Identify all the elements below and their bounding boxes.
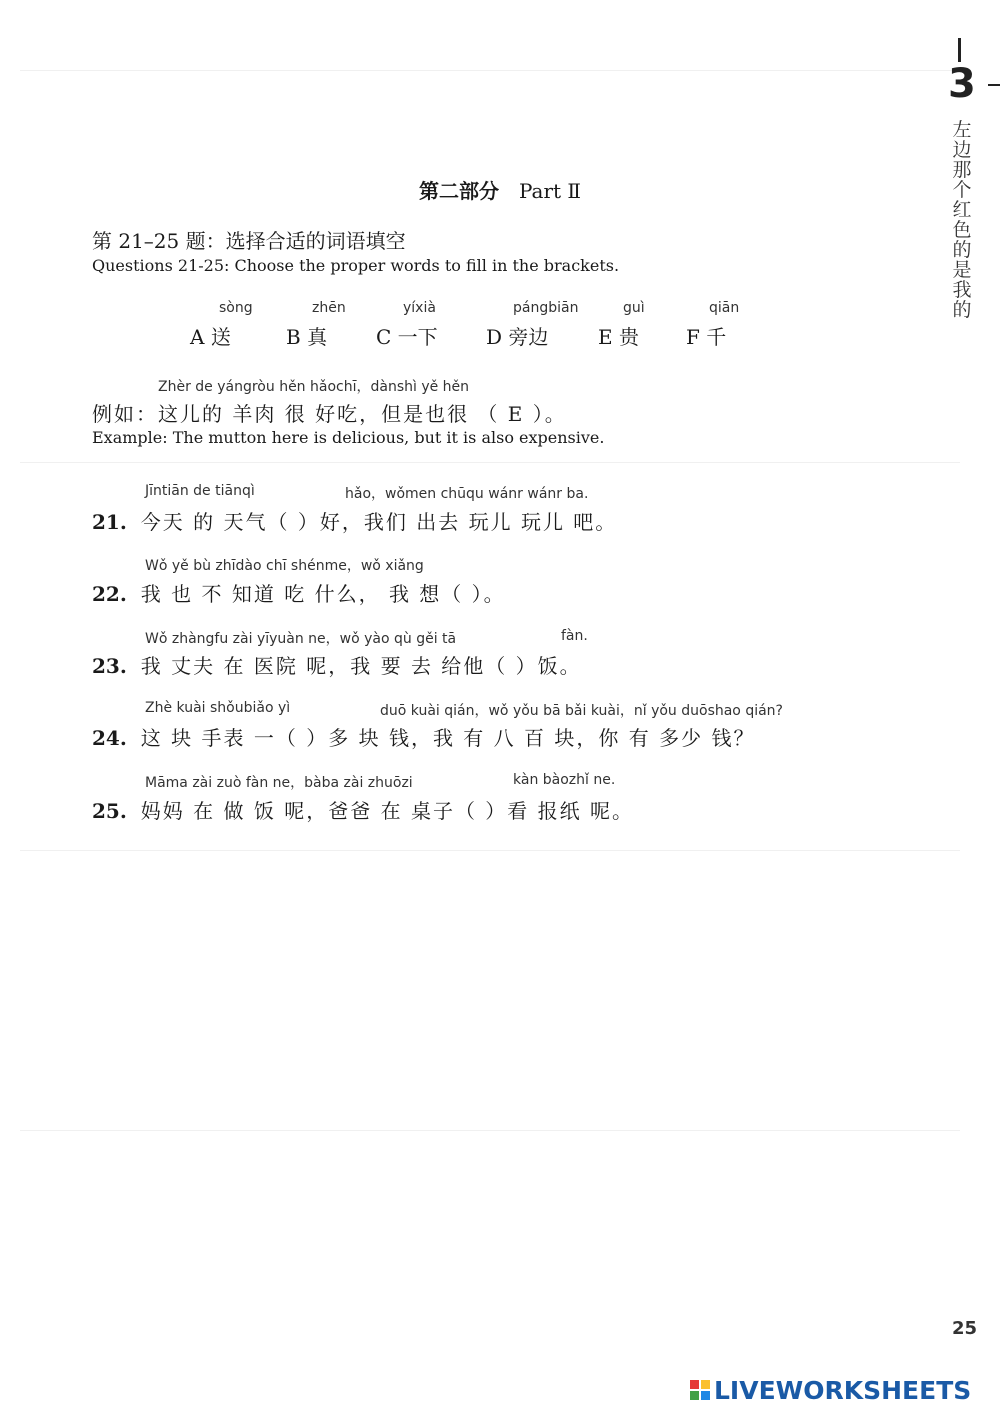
question-text: 我 丈夫 在 医院 呢，我 要 去 给他（ ）饭。: [140, 654, 582, 678]
question-pinyin: Zhè kuài shǒubiǎo yì: [145, 700, 291, 716]
option-e: [598, 321, 639, 350]
instruction-en: Questions 21-25: Choose the proper words to fill in the brackets.: [92, 256, 620, 275]
option-pinyin: guì: [623, 300, 645, 316]
question-pinyin: Jīntiān de tiānqì: [145, 483, 255, 499]
side-tab-rule: [958, 38, 961, 62]
question-text: 今天 的 天气（ ）好，我们 出去 玩儿 玩儿 吧。: [140, 510, 618, 534]
option-letter: B: [286, 325, 301, 349]
option-word: 贵: [618, 325, 639, 349]
option-word: 真: [307, 325, 328, 349]
question-number: 25.: [92, 799, 127, 823]
example-translation: Example: The mutton here is delicious, but it is also expensive.: [92, 428, 605, 447]
unit-number: 3: [948, 61, 976, 107]
part-title-en: Part Ⅱ: [518, 179, 582, 203]
option-letter: C: [376, 325, 392, 349]
example-sentence: 例如：这儿的 羊肉 很 好吃，但是也很 （ E ）。: [92, 402, 567, 426]
question-pinyin: hǎo，wǒmen chūqu wánr wánr ba.: [345, 486, 589, 502]
option-letter: F: [686, 325, 700, 349]
question-number: 22.: [92, 582, 127, 606]
question-pinyin: duō kuài qián，wǒ yǒu bā bǎi kuài，nǐ yǒu duōshao qián?: [380, 703, 783, 719]
option-word: 送: [210, 325, 231, 349]
liveworksheets-logo-icon: [690, 1380, 710, 1400]
question-text: 妈妈 在 做 饭 呢，爸爸 在 桌子（ ）看 报纸 呢。: [140, 799, 635, 823]
question-line: [92, 722, 755, 751]
option-pinyin: qiān: [709, 300, 740, 316]
part-title-cn: 第二部分: [418, 179, 499, 203]
question-line: [92, 650, 582, 679]
scan-line: [20, 850, 960, 851]
logo-square: [690, 1380, 699, 1389]
scan-line: [20, 462, 960, 463]
side-tab-dash: [988, 84, 1000, 86]
option-word: 旁边: [508, 325, 549, 349]
option-d: [486, 321, 548, 350]
page-number: 25: [952, 1318, 978, 1339]
option-letter: A: [190, 325, 205, 349]
option-a: [190, 321, 231, 350]
question-pinyin: fàn.: [561, 628, 588, 644]
question-number: 21.: [92, 510, 127, 534]
question-text: 我 也 不 知道 吃 什么， 我 想（ ）。: [140, 582, 506, 606]
option-letter: D: [486, 325, 503, 349]
option-pinyin: pángbiān: [513, 300, 579, 316]
option-word: 千: [706, 325, 727, 349]
question-pinyin: kàn bàozhǐ ne.: [513, 772, 616, 788]
instruction-cn: 第 21–25 题：选择合适的词语填空: [92, 229, 406, 253]
logo-square: [701, 1391, 710, 1400]
logo-square: [701, 1380, 710, 1389]
question-line: [92, 578, 506, 607]
question-number: 23.: [92, 654, 127, 678]
part-title: [0, 175, 1000, 204]
option-pinyin: sòng: [219, 300, 253, 316]
unit-title: 左边那个红色的是我的: [952, 119, 972, 321]
option-b: [286, 321, 327, 350]
question-line: [92, 506, 617, 535]
question-text: 这 块 手表 一（ ）多 块 钱，我 有 八 百 块，你 有 多少 钱？: [140, 726, 756, 750]
scan-line: [20, 70, 960, 71]
scan-line: [20, 1130, 960, 1131]
logo-square: [690, 1391, 699, 1400]
liveworksheets-footer[interactable]: [690, 1376, 971, 1404]
option-f: [686, 321, 726, 350]
example-pinyin: Zhèr de yángròu hěn hǎochī，dànshì yě hěn: [158, 379, 470, 395]
option-pinyin: yíxià: [403, 300, 436, 316]
option-letter: E: [598, 325, 613, 349]
question-pinyin: Wǒ yě bù zhīdào chī shénme，wǒ xiǎng: [145, 558, 424, 574]
question-number: 24.: [92, 726, 127, 750]
question-pinyin: Māma zài zuò fàn ne，bàba zài zhuōzi: [145, 775, 413, 791]
question-pinyin: Wǒ zhàngfu zài yīyuàn ne，wǒ yào qù gěi tā: [145, 631, 457, 647]
option-c: [376, 321, 438, 350]
question-line: [92, 795, 634, 824]
option-pinyin: zhēn: [312, 300, 346, 316]
liveworksheets-brand: LIVEWORKSHEETS: [714, 1375, 972, 1405]
option-word: 一下: [397, 325, 438, 349]
